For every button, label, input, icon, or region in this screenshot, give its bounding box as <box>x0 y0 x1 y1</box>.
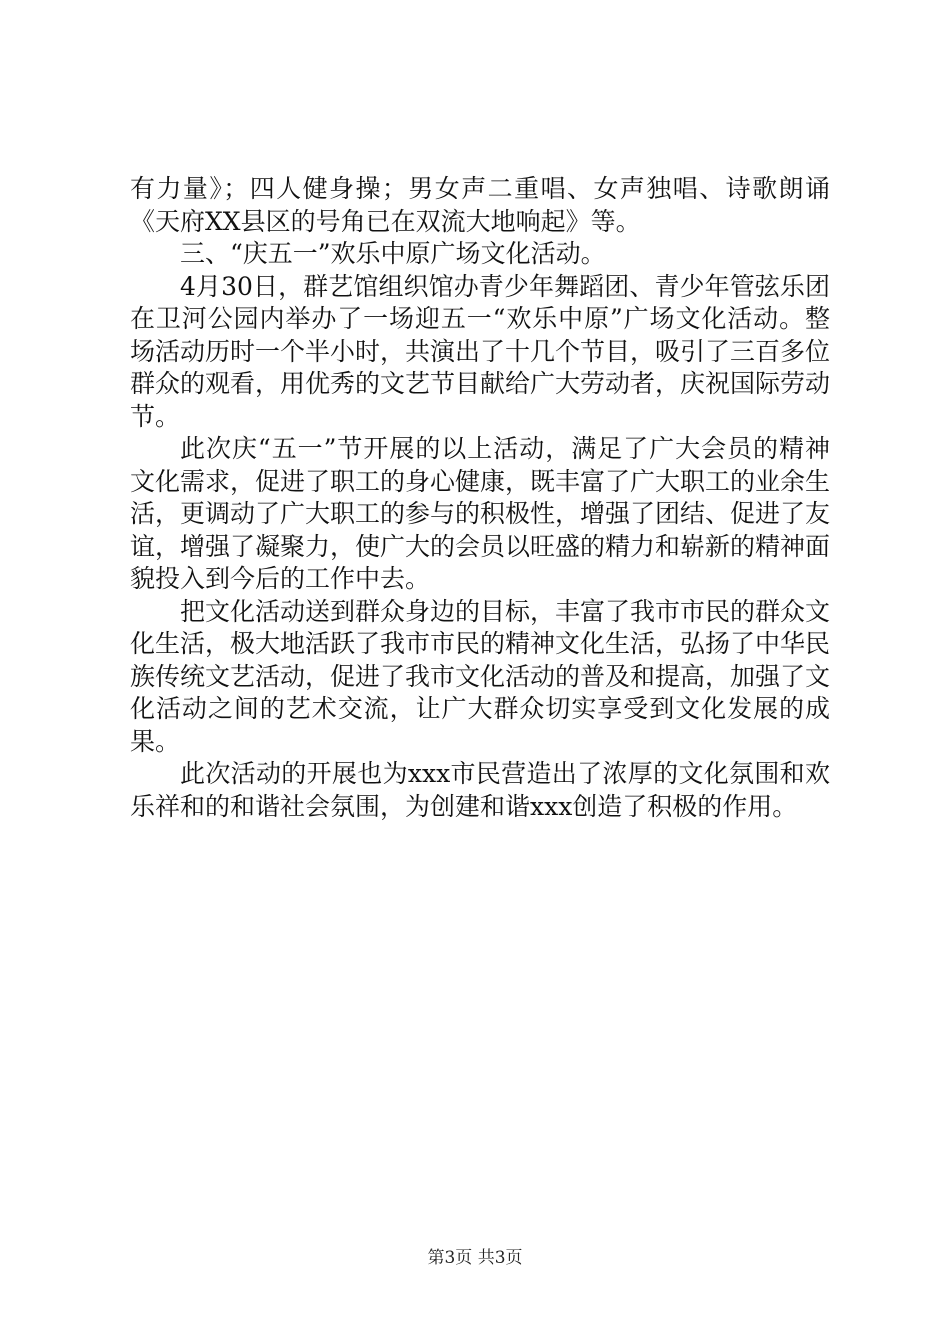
paragraph-1: 有力量》；四人健身操；男女声二重唱、女声独唱、诗歌朗诵《天府XX县区的号角已在双流大地响起》等。 <box>130 174 830 236</box>
paragraph-5: 把文化活动送到群众身边的目标，丰富了我市市民的群众文化生活，极大地活跃了我市市民的精神文化生活，弘扬了中华民族传统文艺活动，促进了我市文化活动的普及和提高，加强了文化活动之间的艺术交流，让广大群众切实享受到文化发展的成果。 <box>130 596 831 756</box>
paragraph-2-heading: 三、“庆五一”欢乐中原广场文化活动。 <box>180 239 606 268</box>
paragraph-4: 此次庆“五一”节开展的以上活动，满足了广大会员的精神文化需求，促进了职工的身心健康，既丰富了广大职工的业余生活，更调动了广大职工的参与的积极性，增强了团结、促进了友谊，增强了凝聚力，使广大的会员以旺盛的精力和崭新的精神面貌投入到今后的工作中去。 <box>130 434 831 593</box>
paragraph-3: 4月30日，群艺馆组织馆办青少年舞蹈团、青少年管弦乐团在卫河公园内举办了一场迎五一“欢乐中原”广场文化活动。整场活动历时一个半小时，共演出了十几个节目，吸引了三百多位群众的观看，用优秀的文艺节目献给广大劳动者，庆祝国际劳动节。 <box>130 271 831 431</box>
paragraph-6: 此次活动的开展也为xxx市民营造出了浓厚的文化氛围和欢乐祥和的和谐社会氛围，为创建和谐xxx创造了积极的作用。 <box>130 759 830 821</box>
page-number-footer: 第3页 共3页 <box>427 1248 523 1268</box>
document-body <box>130 173 830 823</box>
